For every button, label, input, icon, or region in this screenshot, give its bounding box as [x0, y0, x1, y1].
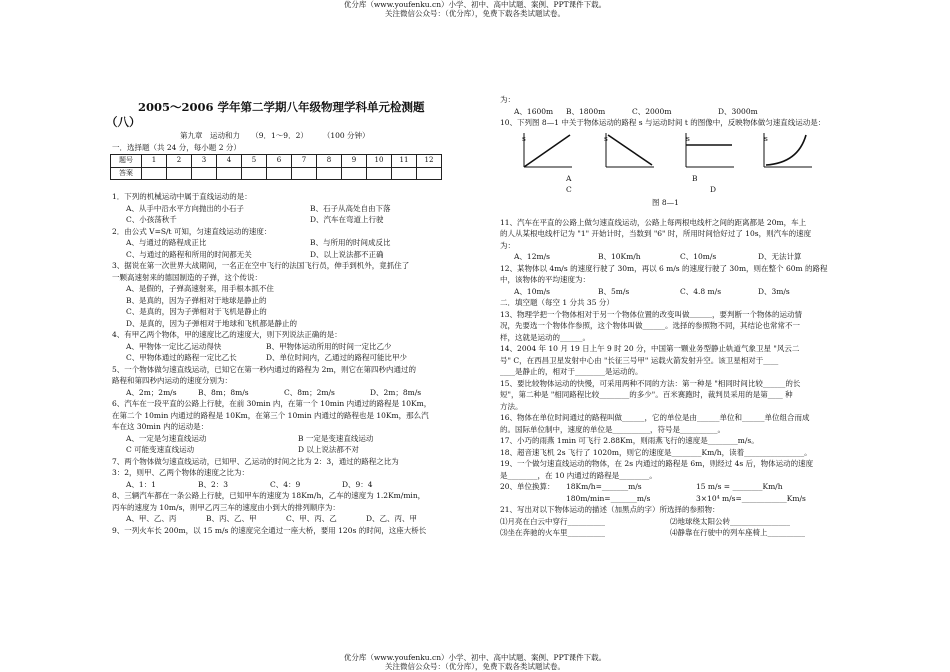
question-9-end: 为： [500, 95, 515, 104]
question-20-label: 20、单位换算： [500, 482, 555, 491]
option: D、汽车在弯道上行驶 [310, 215, 384, 224]
figure-caption: 图 8—1 [652, 197, 679, 207]
answer-table-number: 2 [167, 155, 192, 168]
answer-table [110, 154, 442, 180]
question-7-options [100, 479, 475, 491]
question-2-options-cd [100, 249, 475, 261]
option: A、与通过的路程成正比 [126, 238, 207, 247]
option: D、3000m [718, 106, 758, 116]
option: B、是真的，因为子弹相对于地球是静止的 [126, 295, 267, 305]
question-1-options-ab [100, 203, 475, 215]
question-3: 3、据说在第一次世界大战期间，一名正在空中飞行的法国飞行员，伸手到机外，竟抓住了 [112, 261, 410, 270]
figure-8-1 [500, 129, 845, 207]
option: C、4.8 m/s [680, 286, 722, 296]
option: B、1800m [566, 106, 606, 116]
section-choice-heading: 一．选择题（共 24 分，每小题 2 分） [112, 142, 241, 152]
option: D、2m；8m/s [370, 387, 422, 397]
question-5-cont: 路程和第四秒内运动的速度分别为： [112, 376, 232, 385]
option: A、甲物体一定比乙运动得快 [126, 341, 222, 351]
question-15: 15、要比较物体运动的快慢，可采用两种不同的方法：第一种是 "相同时间比较______的长 [500, 378, 801, 388]
option: D、无法计算 [758, 252, 802, 261]
option: A、甲、乙、丙 [126, 514, 177, 523]
question-12-options [500, 286, 845, 298]
footer-line-1: 优分库（www.youfenku.cn）小学、初中、高中试题、案例、PPT课件下载。 [343, 653, 607, 662]
question-10: 10、下列图 8—1 中关于物体运动的路程 s 与运动时间 t 的图像中，反映物体做匀速直线运动是： [500, 118, 826, 127]
option: A、从手中沿水平方向抛出的小石子 [126, 203, 244, 213]
question-12: 12、某物体以 4m/s 的速度行驶了 30m，再以 6 m/s 的速度行驶了 30m，则在整个 60m 的路程 [500, 263, 828, 273]
option: D 以上说法都不对 [298, 445, 359, 454]
question-9: 9、一列火车长 200m，以 15 m/s 的速度完全通过一座大桥，要用 120s 的时间，这座大桥长 [112, 525, 427, 535]
question-14-cont: 号" C，在西昌卫星发射中心由 "长征三号甲" 运载火箭发射升空。该卫星相对于____ [500, 355, 779, 365]
option: B、5m/s [598, 286, 630, 296]
question-19-cont: 是________，在 10 内通过的路程是________。 [500, 470, 657, 480]
section-fill-heading: 二．填空题（每空 1 分共 35 分） [500, 298, 614, 307]
question-21-items [500, 527, 845, 539]
question-15-cont: 方法。 [500, 401, 523, 411]
answer-cell[interactable] [342, 167, 367, 180]
question-6: 6、汽车在一段平直的公路上行驶，在前 30min 内，在第一个 10min 内通过的路程是 10Km， [112, 399, 432, 408]
answer-table-number: 6 [267, 155, 292, 168]
option: A、12m/s [514, 252, 550, 261]
answer-cell[interactable] [217, 167, 242, 180]
page-header [0, 0, 950, 18]
question-20 [500, 481, 845, 493]
option: A、1：1 [126, 479, 156, 489]
question-9-options [500, 106, 845, 118]
option: A、1600m [514, 106, 554, 116]
graph-a [518, 129, 574, 169]
answer-table-number: 11 [392, 155, 417, 168]
question-16: 16、物体在单位时间通过的路程叫做______，它的单位是由______单位和______单位组合而成 [500, 413, 810, 422]
item: ⑷静靠在行驶中的列车座椅上__________ [670, 528, 805, 537]
question-11-cont: 为： [500, 240, 515, 250]
question-7: 7、两个物体做匀速直线运动，已知甲、乙运动的时间之比为 2：3，通过的路程之比为 [112, 456, 399, 466]
answer-table-answer-row [111, 167, 442, 180]
answer-table-number-row [111, 155, 442, 168]
question-14: 14、2004 年 10 月 19 日上午 9 时 20 分，中国第一颗业务型静止轨道气象卫星 "风云二 [500, 344, 800, 353]
question-8-cont: 丙车的速度为 10m/s，则甲乙丙三车的速度由小到大的排列顺序为： [112, 502, 340, 512]
item: ⑴月亮在白云中穿行__________ [500, 516, 605, 526]
question-19: 19、一个做匀速直线运动的物体，在 2s 内通过的路程是 6m，则经过 4s 后，物体运动的速度 [500, 459, 814, 468]
answer-cell[interactable] [242, 167, 267, 180]
exam-title: 2005～2006 学年第二学期八年级物理学科单元检测题 [138, 100, 425, 114]
option: D、以上说法都不正确 [310, 249, 384, 259]
option: D、单位时间内，乙通过的路程可能比甲少 [266, 353, 408, 362]
option: C、甲物体通过的路程一定比乙长 [126, 353, 237, 362]
option: D、3m/s [758, 286, 790, 296]
answer-cell[interactable] [317, 167, 342, 180]
answer-cell[interactable] [292, 167, 317, 180]
header-line-2: 关注微信公众号：（优分库），免费下载各类试题试卷。 [385, 9, 565, 18]
option: C、10m/s [680, 252, 717, 261]
question-8: 8、三辆汽车都在一条公路上行驶，已知甲车的速度为 18Km/h，乙车的速度为 1.2Km/min， [112, 491, 426, 500]
conversion: 3×10⁴ m/s=____________Km/s [696, 493, 806, 503]
question-11-cont: 的人从某根电线杆记为 "1" 开始计时，当数到 "6" 时，所用时间恰好过了 10s，则汽车的速度 [500, 229, 812, 238]
question-6-options-cd [100, 444, 475, 456]
option: B、甲物体运动所用的时间一定比乙少 [266, 341, 392, 351]
answer-cell[interactable] [417, 167, 442, 180]
conversion: 15 m/s = ________Km/h [696, 482, 783, 491]
question-20-row2 [500, 493, 845, 505]
question-17: 17、小巧的雨燕 1min 可飞行 2.88Km，则雨燕飞行的速度是________m/s。 [500, 436, 759, 445]
question-7-cont: 3：2，则甲、乙两个物体的速度之比为： [112, 468, 250, 477]
question-13-cont: 样，这就是运动的______。 [500, 332, 590, 342]
option: C 可能变速直线运动 [126, 445, 195, 454]
option: B 一定是变速直线运动 [298, 433, 374, 443]
option: D、是真的，因为子弹相对于地球和飞机都是静止的 [126, 318, 298, 328]
option: C、是真的，因为子弹相对于飞机是静止的 [126, 307, 267, 316]
question-2-options-ab [100, 237, 475, 249]
header-line-1: 优分库（www.youfenku.cn）小学、初中、高中试题、案例、PPT课件下载。 [343, 0, 607, 9]
option: A、是假的，子弹高速射来，用手根本抓不住 [126, 284, 274, 293]
option: C、小孩荡秋千 [126, 215, 177, 224]
answer-table-number: 10 [367, 155, 392, 168]
exam-title-part: （八） [106, 115, 141, 129]
item: ⑵地球绕太阳公转________________ [670, 516, 790, 526]
answer-table-number: 4 [217, 155, 242, 168]
answer-cell[interactable] [267, 167, 292, 180]
question-2: 2．由公式 V=S/t 可知，匀速直线运动的速度： [112, 226, 272, 236]
question-8-options [100, 513, 475, 525]
question-5-options [100, 387, 475, 399]
option: B、与所用的时间成反比 [310, 238, 391, 247]
question-4-options-cd [100, 352, 475, 364]
item: ⑶坐在奔驰的火车里__________ [500, 528, 605, 537]
question-16-cont: 的。国际单位制中，速度的单位是__________，符号是__________。 [500, 424, 725, 434]
question-6-cont: 车在这 30min 内的运动是： [112, 422, 209, 431]
question-4: 4、有甲乙两个物体，甲的速度比乙的速度大，则下列说法正确的是： [112, 330, 342, 339]
option: C、与通过的路程和所用的时间都无关 [126, 249, 252, 259]
option: A、一定是匀速直线运动 [126, 433, 207, 443]
question-12-cont: 中，该物体的平均速度为： [500, 275, 590, 284]
axis-label-s: s [686, 133, 690, 143]
option: D、乙、丙、甲 [366, 514, 418, 523]
question-13: 13、物理学把一个物体相对于另一个物体位置的改变叫做＿＿＿，要判断一个物体的运动情 [500, 309, 803, 319]
answer-table-number: 8 [317, 155, 342, 168]
option: B、10Km/h [598, 252, 641, 261]
answer-cell[interactable] [392, 167, 417, 180]
question-3-cont: 一颗高速射来的德国制造的子弹，这个传说： [112, 272, 262, 282]
answer-table-number: 12 [417, 155, 442, 168]
axis-label-s: s [764, 133, 768, 143]
question-11: 11、汽车在平直的公路上做匀速直线运动，公路上每两根电线杆之间的距离都是 20m，车上 [500, 217, 807, 227]
graph-b [600, 129, 656, 169]
option: C、8m；2m/s [284, 387, 335, 397]
axis-label-s: s [522, 133, 526, 143]
left-column [100, 100, 475, 536]
option: D、9：4 [342, 479, 373, 489]
figure-label-b: B [692, 173, 698, 183]
question-18: 18、超音速飞机 2s 飞行了 1020m，则它的速度是________Km/h，读着________________。 [500, 447, 812, 457]
question-11-options [500, 251, 845, 263]
conversion: 180m/min=_______m/s [566, 493, 651, 503]
figure-label-a: A [566, 173, 572, 183]
question-1: 1．下列的机械运动中属于直线运动的是： [112, 192, 252, 201]
option: A、2m；2m/s [126, 387, 177, 397]
option: B、8m；8m/s [198, 387, 249, 397]
question-5: 5、一个物体做匀速直线运动，已知它在第一秒内通过的路程为 2m，则它在第四秒内通过的 [112, 364, 417, 374]
question-21-items [500, 516, 845, 528]
question-6-cont: 在第二个 10min 内通过的路程是 10Km，在第三个 10min 内通过的路程也是 10Km，那么汽 [112, 410, 429, 420]
question-6-options-ab [100, 433, 475, 445]
right-column [500, 94, 845, 539]
question-4-options-ab [100, 341, 475, 353]
answer-cell[interactable] [367, 167, 392, 180]
answer-cell[interactable] [167, 167, 192, 180]
answer-cell[interactable] [142, 167, 167, 180]
chapter-line: 第九章 运动和力 （9．1～9．2） （100 分钟） [180, 131, 370, 140]
answer-table-head: 题号 [111, 155, 142, 168]
answer-table-number: 3 [192, 155, 217, 168]
option: C、4：9 [270, 479, 301, 489]
option: B、丙、乙、甲 [206, 514, 257, 523]
option: C、2000m [632, 106, 672, 116]
conversion: 18Km/h=_______m/s [566, 482, 642, 491]
figure-label-d: D [710, 184, 717, 194]
question-21: 21、写出对以下物体运动的描述（加黑点的字）所选择的参照物： [500, 505, 720, 514]
question-15-cont: 短"，第二种是 "相同路程比较________的多少"。百米赛跑时，裁判员采用的是第____ 种 [500, 390, 793, 399]
answer-table-number: 1 [142, 155, 167, 168]
axis-label-s: s [604, 133, 608, 143]
answer-table-number: 5 [242, 155, 267, 168]
answer-table-number: 7 [292, 155, 317, 168]
footer-line-2: 关注微信公众号：（优分库），免费下载各类试题试卷。 [385, 662, 565, 671]
option: B、石子从高处自由下落 [310, 203, 391, 213]
option: C、甲、丙、乙 [286, 514, 337, 523]
question-13-cont: 况，先要选一个物体作参照，这个物体叫做______。选择的参照物不同，其结论也常常不一 [500, 321, 800, 330]
option: A、10m/s [514, 286, 550, 296]
answer-cell[interactable] [192, 167, 217, 180]
option: B、2：3 [198, 479, 229, 489]
figure-label-c: C [566, 184, 572, 194]
question-1-options-cd [100, 214, 475, 226]
page-footer [0, 653, 950, 671]
answer-table-head: 答案 [111, 167, 142, 180]
answer-table-number: 9 [342, 155, 367, 168]
question-14-cont: ____是静止的，相对于________是运动的。 [500, 367, 643, 376]
